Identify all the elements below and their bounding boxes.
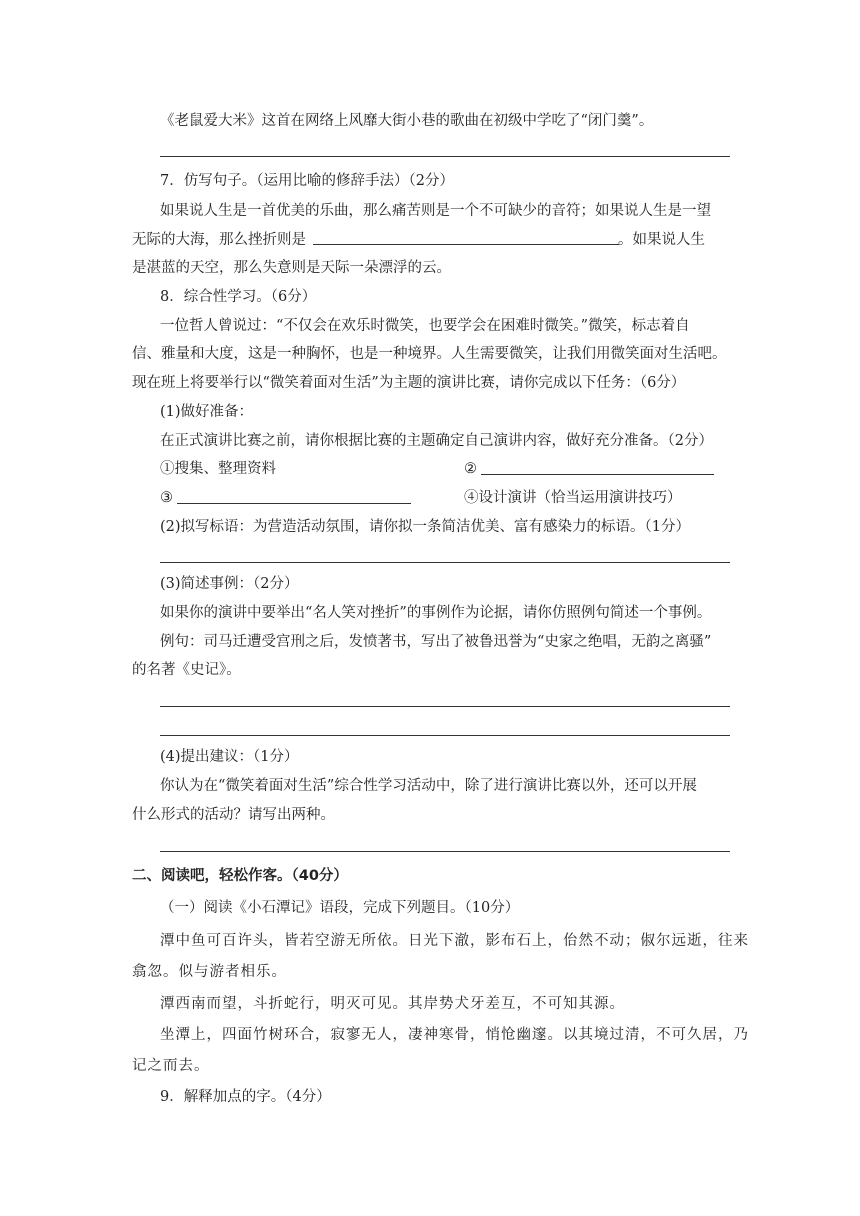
q8-part4-line2: 什么形式的活动？请写出两种。 (132, 807, 335, 823)
answer-line-q8-part4 (160, 851, 730, 852)
q8-heading: 8．综合性学习。（6分） (160, 289, 317, 305)
q7-blank (313, 244, 619, 245)
q6-sentence: 《老鼠爱大米》这首在网络上风靡大街小巷的歌曲在初级中学吃了“闭门羹”。 (160, 113, 654, 129)
q9-heading: 9．解释加点的字。（4分） (160, 1089, 331, 1105)
q8-part4-heading: (4)提出建议：（1分） (160, 749, 299, 765)
q8-option-3-blank (177, 503, 411, 504)
q7-heading: 7．仿写句子。（运用比喻的修辞手法）（2分） (160, 173, 454, 189)
q8-intro-line1: 一位哲人曾说过：“不仅会在欢乐时微笑，也要学会在困难时微笑。”微笑，标志着自 (160, 318, 690, 334)
q8-option-3: ③ (160, 490, 173, 506)
passage-para1-line2: 翕忽。似与游者相乐。 (132, 964, 287, 980)
passage-para1-line1: 潭中鱼可百许头，皆若空游无所依。日光下澈，影布石上，佁然不动；俶尔远逝，往来 (160, 933, 749, 949)
answer-line-q6 (160, 156, 730, 157)
q7-line2-prefix: 无际的大海，那么挫折则是 (132, 232, 306, 248)
q7-line2-suffix: 。如果说人生 (618, 232, 705, 248)
q8-option-4: ④设计演讲（恰当运用演讲技巧） (464, 490, 682, 506)
q8-part3-line1: 如果你的演讲中要举出“名人笑对挫折”的事例作为论据，请你仿照例句简述一个事例。 (160, 605, 712, 621)
q8-intro-line3: 现在班上将要举行以“微笑着面对生活”为主题的演讲比赛，请你完成以下任务：（6分） (132, 375, 686, 391)
answer-line-q8-part3-b (160, 735, 730, 736)
q8-option-1: ①搜集、整理资料 (160, 461, 276, 477)
q8-part1-text: 在正式演讲比赛之前，请你根据比赛的主题确定自己演讲内容，做好充分准备。（2分） (160, 433, 713, 449)
q8-part3-line2: 例句：司马迁遭受宫刑之后，发愤著书，写出了被鲁迅誉为“史家之绝唱，无韵之离骚” (160, 634, 712, 650)
q8-part4-line1: 你认为在“微笑着面对生活”综合性学习活动中，除了进行演讲比赛以外，还可以开展 (160, 778, 697, 794)
q8-option-2-blank (481, 474, 714, 475)
section2-subheading: （一）阅读《小石潭记》语段，完成下列题目。（10分） (160, 900, 520, 916)
q8-part3-heading: (3)简述事例：（2分） (160, 576, 299, 592)
q8-part2: (2)拟写标语：为营造活动氛围，请你拟一条简洁优美、富有感染力的标语。（1分） (160, 519, 691, 535)
answer-line-q8-part2 (160, 562, 730, 563)
passage-para3-line1: 坐潭上，四面竹树环合，寂寥无人，凄神寒骨，悄怆幽邃。以其境过清，不可久居，乃 (160, 1027, 749, 1043)
q7-line1: 如果说人生是一首优美的乐曲，那么痛苦则是一个不可缺少的音符；如果说人生是一望 (160, 203, 711, 219)
q8-part3-line3: 的名著《史记》。 (132, 662, 241, 678)
q8-intro-line2: 信、雅量和大度，这是一种胸怀，也是一种境界。人生需要微笑，让我们用微笑面对生活吧。 (132, 346, 727, 362)
q8-option-2: ② (464, 461, 477, 477)
q7-line3: 是湛蓝的天空，那么失意则是天际一朵漂浮的云。 (132, 260, 451, 276)
passage-para2: 潭西南而望，斗折蛇行，明灭可见。其岸势犬牙差互，不可知其源。 (160, 996, 625, 1012)
section2-heading: 二、阅读吧，轻松作客。（40分） (132, 868, 348, 884)
answer-line-q8-part3-a (160, 706, 730, 707)
q8-part1-heading: (1)做好准备： (160, 404, 254, 420)
passage-para3-line2: 记之而去。 (132, 1058, 210, 1074)
